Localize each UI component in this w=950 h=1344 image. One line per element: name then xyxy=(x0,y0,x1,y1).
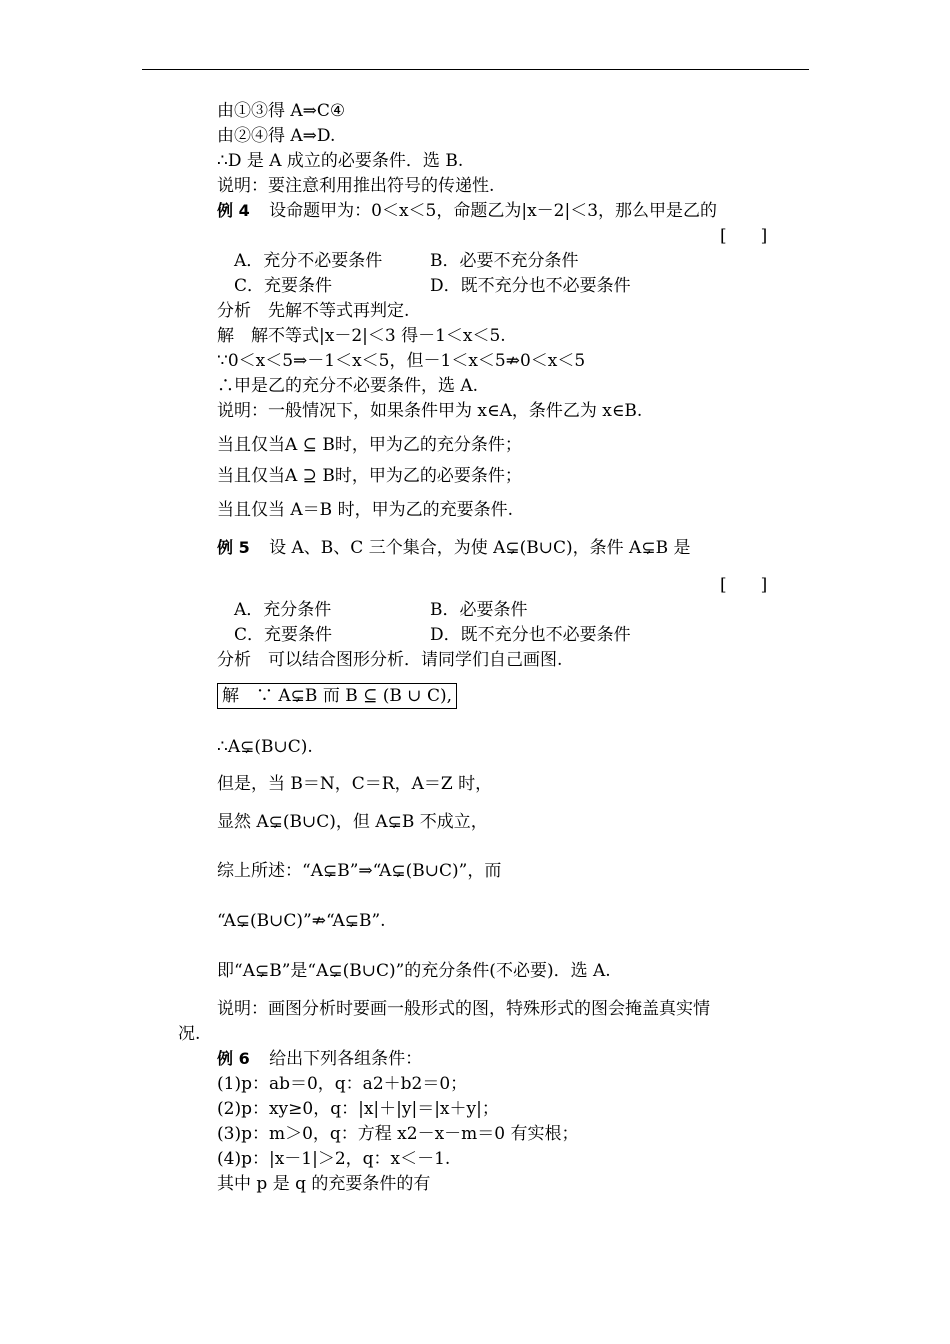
condition-item: (2)p：xy≥0，q：|x|＋|y|＝|x＋y|； xyxy=(217,1099,499,1119)
note-line: 当且仅当A ⊆ B时，甲为乙的充分条件； xyxy=(217,435,522,455)
options-row xyxy=(234,599,528,621)
example-4-stem xyxy=(217,200,717,222)
note-line: 当且仅当A ⊇ B时，甲为乙的必要条件； xyxy=(217,466,522,486)
option-c: C．充要条件 xyxy=(234,625,333,645)
boxed-formula: 解 ∵ A⊊B 而 B ⊆ (B ∪ C), xyxy=(217,683,457,709)
example-label: 例 4 xyxy=(217,201,250,220)
example-6-stem xyxy=(217,1048,422,1070)
example-text: 给出下列各组条件： xyxy=(269,1049,423,1069)
analysis-line: 分析 可以结合图形分析．请同学们自己画图. xyxy=(217,650,563,670)
condition-item: (3)p：m＞0，q：方程 x2－x－m＝0 有实根； xyxy=(217,1124,579,1144)
condition-item: (1)p：ab＝0，q：a2＋b2＝0； xyxy=(217,1074,468,1094)
example-text: 设 A、B、C 三个集合，为使 A⊊(B∪C)，条件 A⊊B 是 xyxy=(269,538,691,558)
text-line: 由①③得 A⇒C④ xyxy=(217,101,346,121)
question-line: 其中 p 是 q 的充要条件的有 xyxy=(217,1174,431,1194)
note-line: 说明：画图分析时要画一般形式的图，特殊形式的图会掩盖真实情 xyxy=(217,999,710,1019)
options-row xyxy=(234,275,631,297)
option-c: C．充要条件 xyxy=(234,276,333,296)
note-line: 说明：一般情况下，如果条件甲为 x∈A，条件乙为 x∈B. xyxy=(217,401,643,421)
note-line: 况. xyxy=(178,1024,201,1044)
example-label: 例 5 xyxy=(217,538,250,557)
option-a: A．充分条件 xyxy=(234,600,332,620)
solution-line: ∵0＜x＜5⇒－1＜x＜5，但－1＜x＜5⇏0＜x＜5 xyxy=(217,351,586,371)
answer-bracket: [ ] xyxy=(720,575,768,595)
solution-line: ∴A⊊(B∪C). xyxy=(217,737,313,757)
solution-line: “A⊊(B∪C)”⇏“A⊊B”. xyxy=(217,911,386,931)
options-row xyxy=(234,624,631,646)
solution-line: ∴甲是乙的充分不必要条件，选 A. xyxy=(217,376,479,396)
option-d: D．既不充分也不必要条件 xyxy=(430,625,631,645)
answer-bracket: [ ] xyxy=(720,226,768,246)
example-text: 设命题甲为：0＜x＜5，命题乙为|x－2|＜3，那么甲是乙的 xyxy=(269,201,718,221)
note-line: 当且仅当 A＝B 时，甲为乙的充要条件. xyxy=(217,500,513,520)
solution-line: 综上所述：“A⊊B”⇒“A⊊(B∪C)”，而 xyxy=(217,861,502,881)
condition-item: (4)p：|x－1|＞2，q：x＜－1. xyxy=(217,1149,451,1169)
text-line: ∴D 是 A 成立的必要条件．选 B. xyxy=(217,151,464,171)
option-a: A．充分不必要条件 xyxy=(234,251,383,271)
option-b: B．必要不充分条件 xyxy=(430,251,579,271)
text-line: 由②④得 A⇒D. xyxy=(217,126,336,146)
solution-line: 但是，当 B＝N，C＝R，A＝Z 时， xyxy=(217,774,493,794)
analysis-line: 分析 先解不等式再判定. xyxy=(217,301,410,321)
solution-line xyxy=(217,685,457,707)
solution-line: 显然 A⊊(B∪C)，但 A⊊B 不成立， xyxy=(217,812,488,832)
options-row xyxy=(234,250,579,272)
solution-line: 即“A⊊B”是“A⊊(B∪C)”的充分条件(不必要)．选 A. xyxy=(217,961,611,981)
option-b: B．必要条件 xyxy=(430,600,528,620)
example-5-stem xyxy=(217,537,690,559)
example-label: 例 6 xyxy=(217,1049,250,1068)
option-d: D．既不充分也不必要条件 xyxy=(430,276,631,296)
header-rule xyxy=(142,69,809,70)
solution-line: 解 解不等式|x－2|＜3 得－1＜x＜5. xyxy=(217,326,506,346)
text-line: 说明：要注意利用推出符号的传递性. xyxy=(217,176,495,196)
